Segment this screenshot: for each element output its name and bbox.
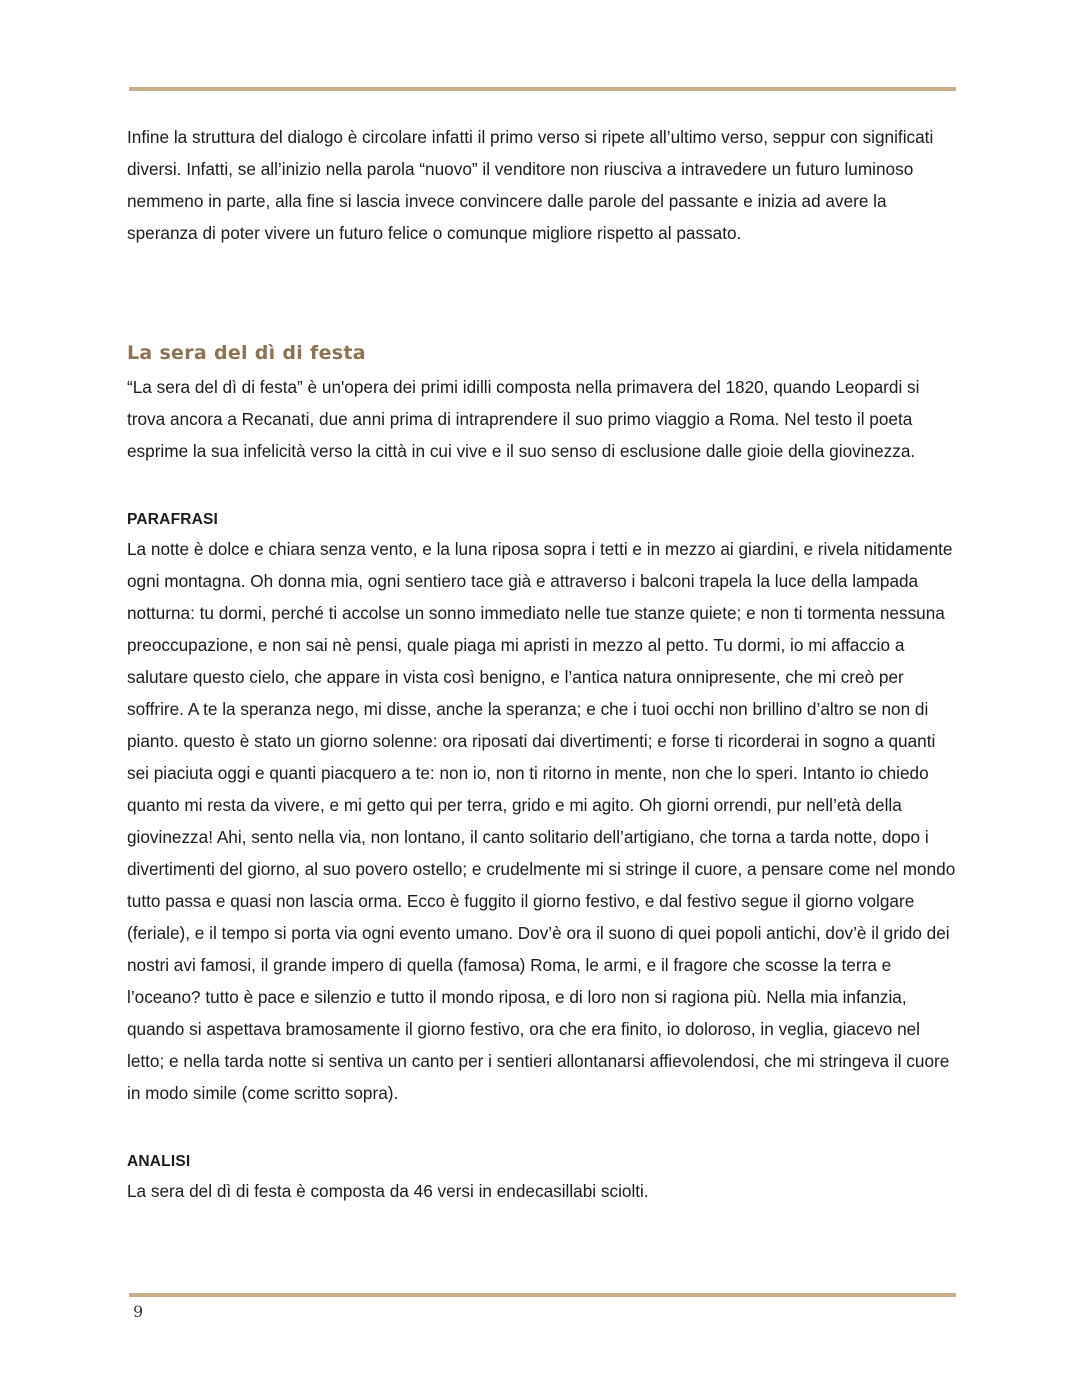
page-content — [127, 121, 957, 1207]
analisi-heading: ANALISI — [127, 1153, 191, 1170]
parafrasi-paragraph: La notte è dolce e chiara senza vento, e la luna riposa sopra i tetti e in mezzo ai giardini, e rivela nitidamente ogni montagna. Oh donna mia, ogni sentiero tace già e attraverso i balconi trapela la luce della lampada notturna: tu dormi, perché ti accolse un sonno immediato nelle tue stanze quiete; e non ti tormenta nessuna preoccupazione, e non sai nè pensi, quale piaga mi apristi in mezzo al petto. Tu dormi, io mi affaccio a salutare questo cielo, che appare in vista così benigno, e l’antica natura onnipresente, che mi creò per soffrire. A te la speranza nego, mi disse, anche la speranza; e che i tuoi occhi non brillino d’altro se non di pianto. questo è stato un giorno solenne: ora riposati dai divertimenti; e forse ti ricorderai in sogno a quanti sei piaciuta oggi e quanti piacquero a te: non io, non ti ritorno in mente, non che lo speri. Intanto io chiedo quanto mi resta da vivere, e mi getto qui per terra, grido e mi agito. Oh giorni orrendi, pur nell’età della giovinezza! Ahi, sento nella via, non lontano, il canto solitario dell’artigiano, che torna a tarda notte, dopo i divertimenti del giorno, al suo povero ostello; e crudelmente mi si stringe il cuore, a pensare come nel mondo tutto passa e quasi non lascia orma. Ecco è fuggito il giorno festivo, e dal festivo segue il giorno volgare (feriale), e il tempo si porta via ogni evento umano. Dov’è ora il suono di quei popoli antichi, dov’è il grido dei nostri avi famosi, il grande impero di quella (famosa) Roma, le armi, e il fragore che scosse la terra e l’oceano? tutto è pace e silenzio e tutto il mondo riposa, e di loro non si ragiona più. Nella mia infanzia, quando si aspettava bramosamente il giorno festivo, ora che era finito, io doloroso, in veglia, giacevo nel letto; e nella tarda notte si sentiva un canto per i sentieri allontanarsi affievolendosi, che mi stringeva il cuore in modo simile (come scritto sopra). — [127, 539, 956, 1103]
intro-paragraph: Infine la struttura del dialogo è circolare infatti il primo verso si ripete all’ultimo verso, seppur con significati diversi. Infatti, se all’inizio nella parola “nuovo” il venditore non riusciva a intravedere un futuro luminoso nemmeno in parte, alla fine si lascia invece convincere dalle parole del passante e inizia ad avere la speranza di poter vivere un futuro felice o comunque migliore rispetto al passato. — [127, 127, 934, 243]
parafrasi-heading: PARAFRASI — [127, 511, 219, 528]
bottom-divider — [129, 1293, 956, 1297]
section-intro-paragraph: “La sera del dì di festa” è un'opera dei primi idilli composta nella primavera del 1820, quando Leopardi si trova ancora a Recanati, due anni prima di intraprendere il suo primo viaggio a Roma. Nel testo il poeta esprime la sua infelicità verso la città in cui vive e il suo senso di esclusione dalle gioie della giovinezza. — [127, 377, 920, 461]
analisi-paragraph: La sera del dì di festa è composta da 46 versi in endecasillabi sciolti. — [127, 1181, 649, 1201]
top-divider — [129, 87, 956, 91]
section-title: La sera del dì di festa — [127, 342, 366, 364]
page-number: 9 — [133, 1302, 144, 1321]
